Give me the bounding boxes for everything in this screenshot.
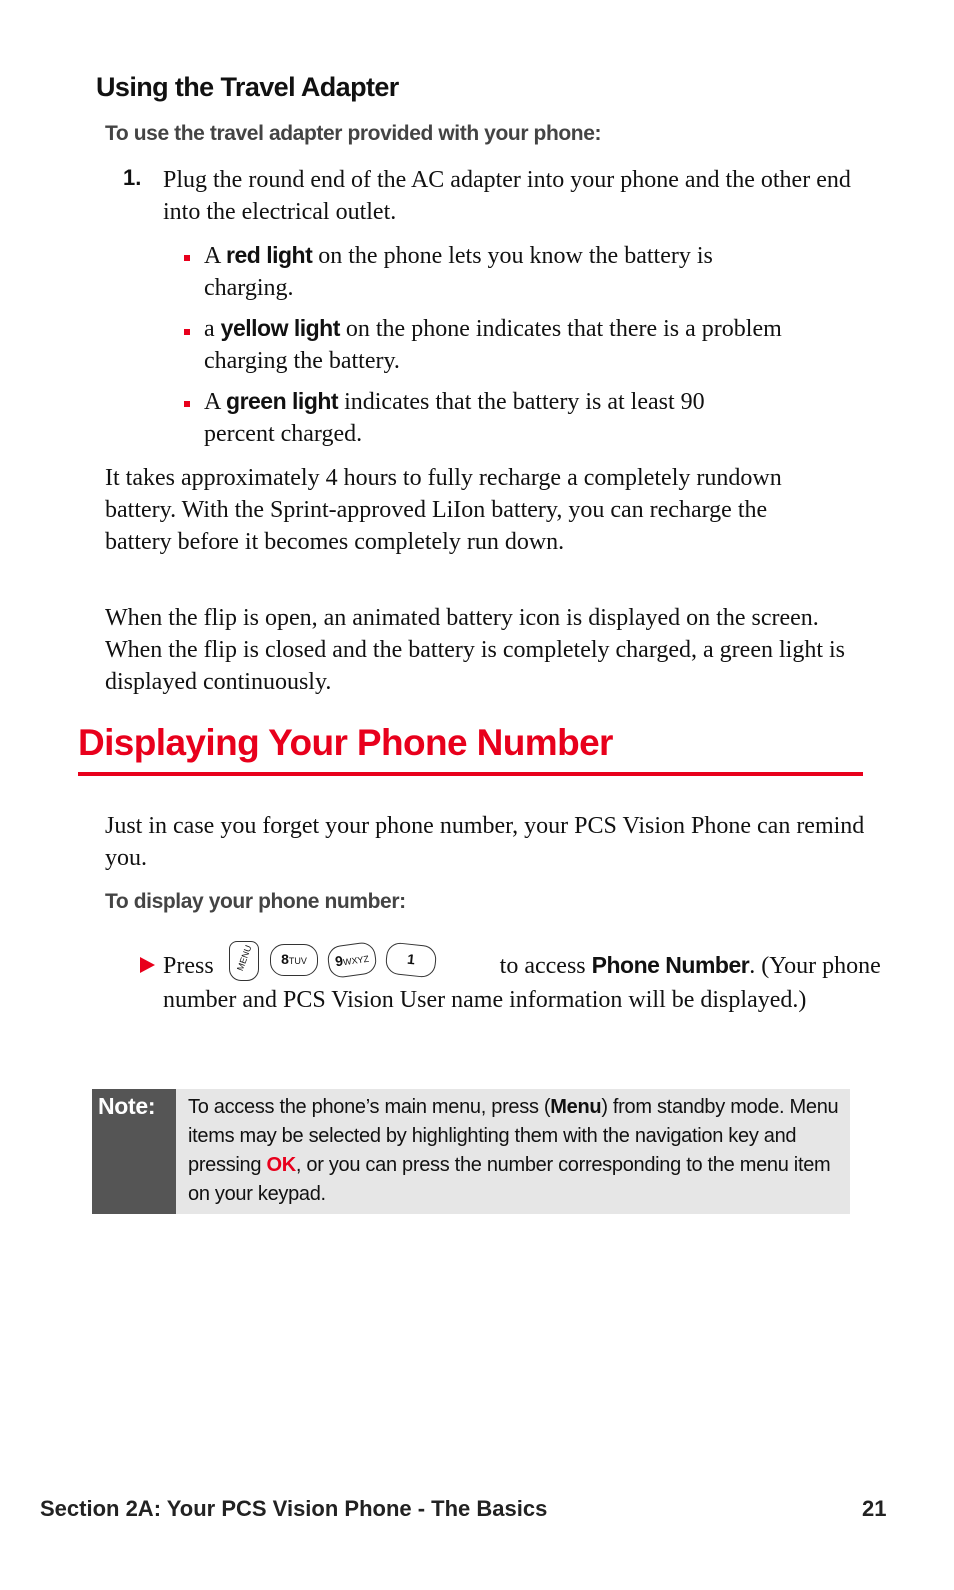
- flip-battery-paragraph: When the flip is open, an animated battery icon is displayed on the screen. When the flip is closed and the battery is completely charged, a green light is displayed continuously.: [105, 605, 845, 695]
- bullet-red-pre: A: [204, 243, 227, 269]
- note-menu-word: Menu: [550, 1096, 602, 1118]
- bullet-marker-red: [184, 255, 190, 261]
- key-1-number: 1: [406, 950, 416, 968]
- phone-number-keyword: Phone Number: [591, 952, 750, 978]
- section-title-rule: [78, 772, 863, 776]
- bullet-yellow-light: [204, 312, 794, 377]
- step-text: Plug the round end of the AC adapter into your phone and the other end into the electrical outlet.: [163, 167, 851, 225]
- triangle-bullet-icon: [140, 957, 155, 973]
- footer-section-label: Section 2A: Your PCS Vision Phone - The Basics: [40, 1496, 548, 1521]
- press-instruction-continued: number and PCS Vision User name information will be displayed.): [163, 987, 807, 1013]
- bullet-red-light: [204, 239, 804, 304]
- menu-key-label: MENU: [234, 943, 254, 973]
- note-text: [188, 1093, 850, 1209]
- bullet-yellow-pre: a: [204, 316, 221, 342]
- bullet-marker-green: [184, 401, 190, 407]
- key-9-number: 9: [334, 952, 344, 970]
- bullet-yellow-keyword: yellow light: [220, 315, 340, 341]
- note-text-1: To access the phone’s main menu, press (: [188, 1096, 551, 1118]
- access-pre: to access: [499, 953, 592, 979]
- key-8-letters: TUV: [288, 956, 307, 966]
- section-intro: Just in case you forget your phone number, your PCS Vision Phone can remind you.: [105, 813, 865, 871]
- bullet-green-keyword: green light: [226, 388, 339, 414]
- bullet-green-post: indicates that the battery is at least 90 percent charged.: [204, 389, 705, 447]
- menu-key-icon: [229, 941, 259, 981]
- bullet-marker-yellow: [184, 329, 190, 335]
- access-post: . (Your phone: [749, 953, 881, 979]
- note-label: Note:: [98, 1093, 156, 1119]
- footer-page-number: 21: [862, 1496, 887, 1521]
- key-8-icon: [270, 944, 318, 976]
- bullet-red-keyword: red light: [226, 242, 313, 268]
- key-8-number: 8: [281, 951, 289, 967]
- bullet-green-light: [204, 385, 749, 450]
- step-number: 1.: [123, 165, 142, 190]
- note-text-3: , or you can press the number corresponding to the menu item on your keypad.: [188, 1154, 831, 1205]
- bullet-red-post: on the phone lets you know the battery is charging.: [204, 243, 713, 301]
- recharge-time-paragraph: It takes approximately 4 hours to fully recharge a completely rundown battery. With the Sprint-approved LiIon battery, you can recharge the battery before it becomes completely run down.: [105, 465, 782, 555]
- bullet-yellow-post: on the phone indicates that there is a problem charging the battery.: [204, 316, 782, 374]
- travel-adapter-lead: To use the travel adapter provided with your phone:: [105, 122, 602, 145]
- section-title: Displaying Your Phone Number: [78, 722, 613, 763]
- key-9-letters: WXYZ: [342, 953, 370, 968]
- press-word: Press: [163, 953, 214, 979]
- note-text-2: ) from standby mode. Menu items may be selected by highlighting them with the navigation key and pressing: [188, 1096, 839, 1176]
- subsection-title: Using the Travel Adapter: [96, 72, 399, 102]
- note-ok-word: OK: [266, 1154, 296, 1176]
- display-number-lead: To display your phone number:: [105, 890, 406, 913]
- key-1-icon: [384, 941, 437, 978]
- bullet-green-pre: A: [204, 389, 227, 415]
